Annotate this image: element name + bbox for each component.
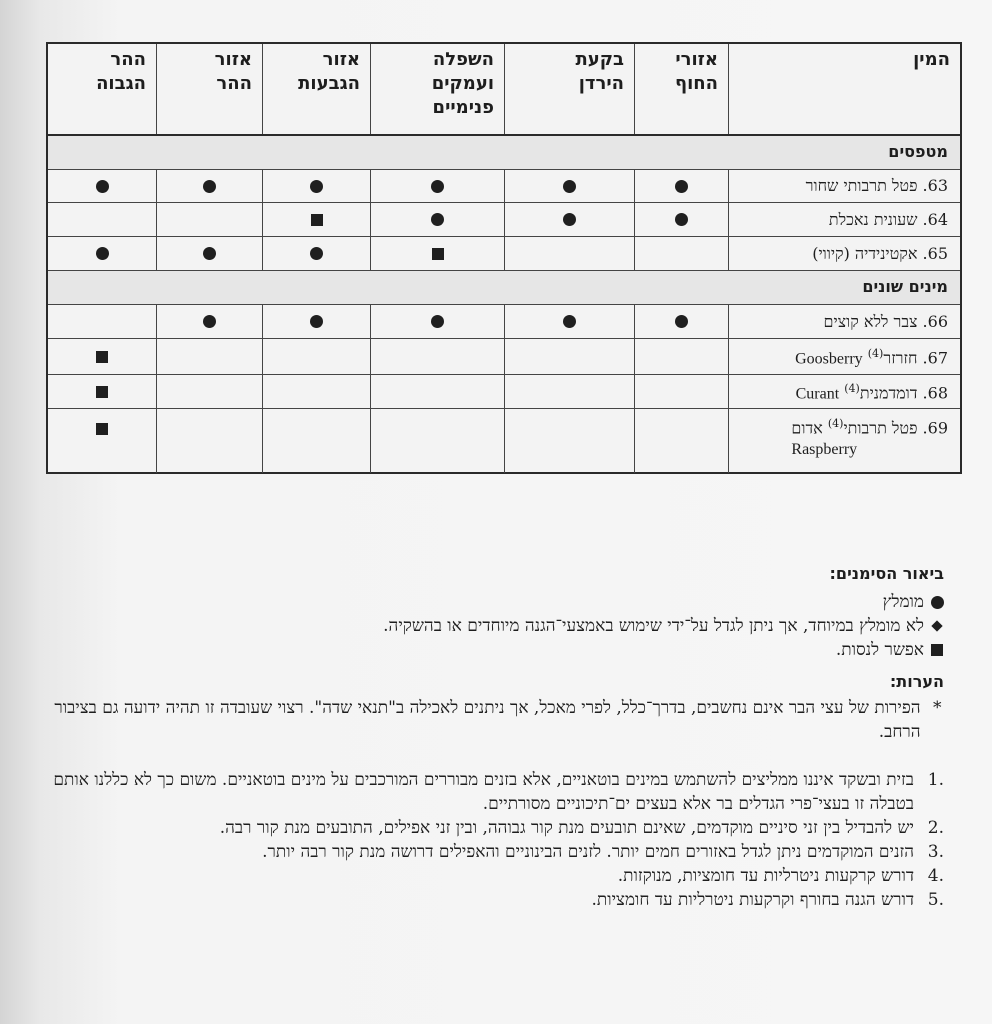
species-name-cell <box>728 375 960 408</box>
try-square-icon <box>96 423 108 435</box>
species-hebrew-name: פטל תרבותי שחור <box>805 176 918 195</box>
species-name-cell <box>728 305 960 338</box>
cell-mountain <box>156 237 262 270</box>
species-english-name: Curant <box>795 385 840 403</box>
cell-coast <box>634 305 728 338</box>
row-number: 63. <box>922 176 948 195</box>
cell-hills <box>262 237 370 270</box>
cell-hills <box>262 409 370 473</box>
table-body <box>48 136 960 473</box>
try-square-icon <box>432 248 444 260</box>
diamond-icon <box>930 622 944 630</box>
cell-jordan-valley <box>504 305 634 338</box>
row-number: 67. <box>922 348 948 368</box>
row-number: 68. <box>922 383 948 403</box>
species-hebrew-name: חזרזר <box>883 348 918 368</box>
table-row <box>48 375 960 409</box>
section-heading: מטפסים <box>48 136 960 170</box>
cell-coast <box>634 203 728 236</box>
cell-high-mountain <box>48 305 156 338</box>
footnote-ref: (4) <box>867 346 884 360</box>
footnote-ref: (4) <box>844 381 860 395</box>
recommended-circle-icon <box>563 213 576 226</box>
cell-coast <box>634 375 728 408</box>
recommended-circle-icon <box>203 247 216 260</box>
note-text: דורש קרקעות ניטרליות עד חומציות, מנוקזות. <box>617 866 914 886</box>
numbered-notes <box>44 768 944 912</box>
cell-jordan-valley <box>504 237 634 270</box>
note-number: 1. <box>927 770 944 790</box>
legend-list <box>44 590 944 662</box>
table-header-row <box>48 44 960 136</box>
species-name <box>796 378 948 405</box>
cell-lowland <box>370 305 504 338</box>
header-high-mountain: ההר הגבוה <box>96 49 146 94</box>
cell-hills <box>262 203 370 236</box>
cell-lowland <box>370 237 504 270</box>
species-name <box>791 413 948 461</box>
recommended-circle-icon <box>563 180 576 193</box>
cell-jordan-valley <box>504 203 634 236</box>
recommended-circle-icon <box>96 180 109 193</box>
recommended-circle-icon <box>431 315 444 328</box>
star-note <box>44 696 944 744</box>
note-number: 3. <box>927 842 944 862</box>
cell-coast <box>634 339 728 374</box>
note-text: בזית ובשקד איננו ממליצים להשתמש במינים בוטאניים, אלא בזנים מבוררים המורכבים על מינים בוטאניים. משום כך לא כללנו אותם בטבלה זו בעצי־פרי הגדלים בר אלא בעצים ים־תיכוניים מסורתיים. <box>53 770 914 814</box>
try-square-icon <box>96 351 108 363</box>
species-hebrew-name: שעונית נאכלת <box>828 209 918 229</box>
table-row <box>48 339 960 375</box>
numbered-note <box>44 840 944 864</box>
cell-lowland <box>370 375 504 408</box>
table-row <box>48 170 960 203</box>
species-table <box>46 42 962 474</box>
cell-lowland <box>370 339 504 374</box>
notes-title: הערות: <box>889 672 944 691</box>
recommended-circle-icon <box>203 315 216 328</box>
cell-hills <box>262 339 370 374</box>
species-name <box>806 175 948 197</box>
cell-coast <box>634 409 728 473</box>
species-hebrew-name: פטל תרבותי <box>843 418 918 438</box>
species-english-name: Goosberry <box>795 350 863 368</box>
species-name <box>824 311 948 333</box>
species-name <box>795 343 948 370</box>
cell-mountain <box>156 305 262 338</box>
legend-text: מומלץ <box>882 592 924 612</box>
species-english-name: Raspberry <box>791 441 858 459</box>
cell-coast <box>634 237 728 270</box>
row-number: 66. <box>922 311 948 331</box>
row-number: 64. <box>922 209 948 229</box>
cell-coast <box>634 170 728 202</box>
numbered-note <box>44 864 944 888</box>
recommended-circle-icon <box>310 180 323 193</box>
species-name <box>829 209 948 231</box>
cell-jordan-valley <box>504 409 634 473</box>
cell-high-mountain <box>48 237 156 270</box>
note-number: 4. <box>927 866 944 886</box>
recommended-circle-icon <box>675 315 688 328</box>
species-name-cell <box>728 170 960 202</box>
recommended-circle-icon <box>96 247 109 260</box>
species-hebrew-name: אקטינידיה (קיווי) <box>812 243 918 263</box>
cell-mountain <box>156 203 262 236</box>
numbered-note <box>44 816 944 840</box>
note-number: 5. <box>927 890 944 910</box>
legend-section <box>44 562 944 912</box>
row-number: 65. <box>922 243 948 263</box>
circle-icon <box>930 596 944 609</box>
cell-lowland <box>370 170 504 202</box>
legend-text: לא מומלץ במיוחד, אך ניתן לגדל על־ידי שימוש באמצעי־הגנה מיוחדים או בהשקיה. <box>383 616 924 636</box>
header-mountain: אזור ההר <box>156 44 262 134</box>
species-name-cell <box>728 237 960 270</box>
cell-jordan-valley <box>504 375 634 408</box>
header-hills: אזור הגבעות <box>262 44 370 134</box>
star-note-text: הפירות של עצי הבר אינם נחשבים, בדרך־כלל, לפרי מאכל, אך ניתנים לאכילה ב"תנאי שדה". רצוי שעובדה זו תהיה ידועה גם בציבור הרחב. <box>54 698 921 742</box>
note-number: 2. <box>927 818 944 838</box>
numbered-note <box>44 888 944 912</box>
recommended-circle-icon <box>310 247 323 260</box>
species-hebrew-name-cont: אדום <box>791 418 823 438</box>
cell-jordan-valley <box>504 170 634 202</box>
numbered-note <box>44 768 944 816</box>
table-row <box>48 409 960 473</box>
note-text: דורש הגנה בחורף וקרקעות ניטרליות עד חומציות. <box>591 890 914 910</box>
species-hebrew-name: דומדמנית <box>859 383 918 403</box>
cell-high-mountain <box>48 375 156 408</box>
header-jordan-valley: בקעת הירדן <box>504 44 634 134</box>
footnote-ref: (4) <box>827 417 844 430</box>
try-square-icon <box>311 214 323 226</box>
legend-item <box>44 638 944 662</box>
recommended-circle-icon <box>431 213 444 226</box>
cell-hills <box>262 170 370 202</box>
cell-mountain <box>156 409 262 473</box>
square-icon <box>930 644 944 656</box>
note-text: הזנים המוקדמים ניתן לגדל באזורים חמים יותר. לזנים הבינוניים והאפילים דרושה מנת קור רבה יותר. <box>262 842 914 862</box>
table-row <box>48 203 960 237</box>
cell-hills <box>262 305 370 338</box>
cell-high-mountain <box>48 339 156 374</box>
cell-mountain <box>156 339 262 374</box>
header-coast: אזורי החוף <box>634 44 728 134</box>
header-lowland: השפלה ועמקים פנימיים <box>370 44 504 134</box>
note-text: יש להבדיל בין זני סיניים מוקדמים, שאינם תובעים מנת קור גבוהה, ובין זני אפילים, התובעים מנת קור רבה. <box>219 818 914 838</box>
try-square-icon <box>96 386 108 398</box>
cell-lowland <box>370 409 504 473</box>
cell-high-mountain <box>48 409 156 473</box>
species-hebrew-name: צבר ללא קוצים <box>823 311 918 331</box>
cell-hills <box>262 375 370 408</box>
recommended-circle-icon <box>203 180 216 193</box>
legend-item <box>44 590 944 614</box>
star-note-mark: * <box>933 698 942 718</box>
recommended-circle-icon <box>310 315 323 328</box>
legend-text: אפשר לנסות. <box>835 640 924 660</box>
row-number: 69. <box>922 418 948 438</box>
species-name <box>812 243 948 265</box>
recommended-circle-icon <box>431 180 444 193</box>
header-species: המין <box>728 44 960 134</box>
species-name-cell <box>728 203 960 236</box>
table-row <box>48 237 960 271</box>
cell-mountain <box>156 375 262 408</box>
cell-high-mountain <box>48 203 156 236</box>
species-name-cell <box>728 409 960 473</box>
cell-mountain <box>156 170 262 202</box>
legend-item <box>44 614 944 638</box>
cell-lowland <box>370 203 504 236</box>
cell-high-mountain <box>48 170 156 202</box>
legend-title: ביאור הסימנים: <box>829 564 944 583</box>
table-row <box>48 305 960 339</box>
species-name-cell <box>728 339 960 374</box>
section-heading: מינים שונים <box>48 271 960 305</box>
recommended-circle-icon <box>563 315 576 328</box>
recommended-circle-icon <box>675 180 688 193</box>
recommended-circle-icon <box>675 213 688 226</box>
cell-jordan-valley <box>504 339 634 374</box>
